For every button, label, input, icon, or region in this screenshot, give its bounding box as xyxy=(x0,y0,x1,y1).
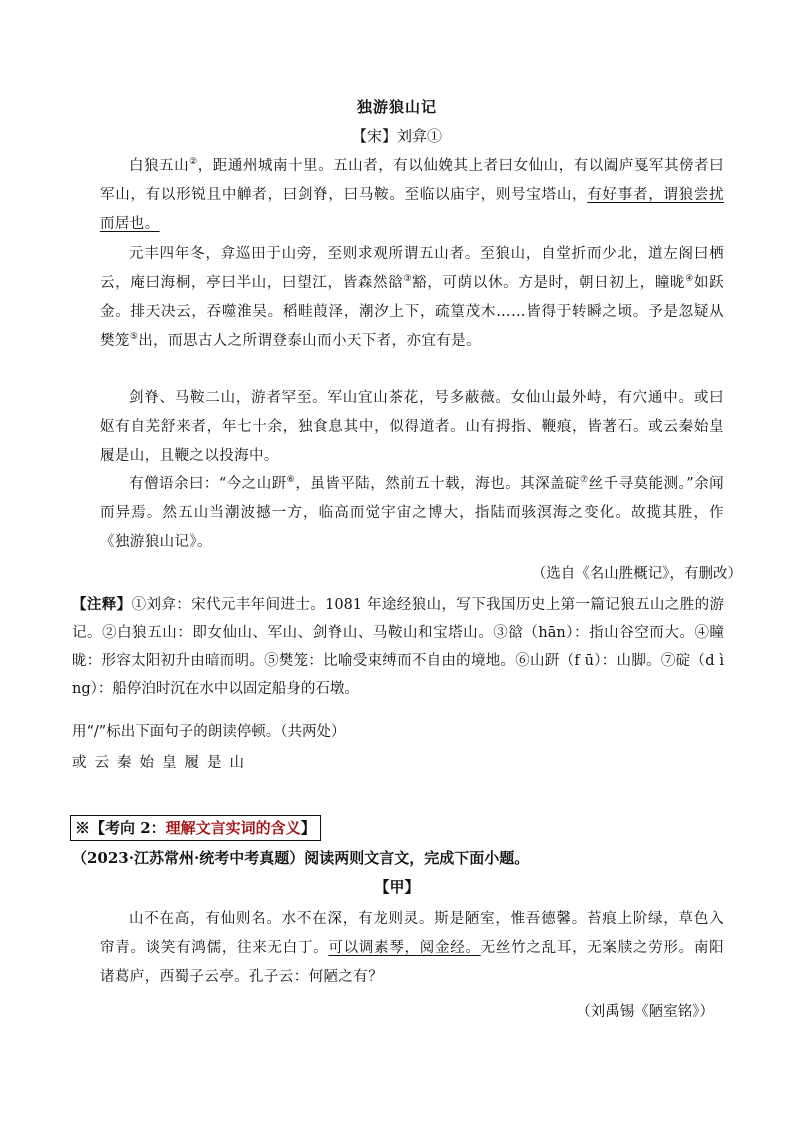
text-run: 如跃金。排天决云，吞噬淮吴。稻畦葭泽，潮汐上下，疏篁茂木……皆得于转瞬之顷。予是忽疑从樊笼 xyxy=(100,275,725,349)
note-marker: ④ xyxy=(685,274,694,284)
section-suffix: 】 xyxy=(300,819,316,837)
passage-label-jia: 【甲】 xyxy=(374,878,420,896)
text-run: 山不在高，有仙则名。水不在深，有龙则灵。斯是陋室，惟吾德馨。苔痕上阶绿，草色入帘青。谈笑有鸿儒，往来无白丁。 xyxy=(100,911,724,956)
note-marker: ② xyxy=(189,157,198,167)
essay-paragraph-1 xyxy=(100,152,724,239)
text-run: 出，而思古人之所谓登泰山而小天下者，亦宜有是。 xyxy=(138,333,481,349)
note-marker: ③ xyxy=(403,274,413,284)
underlined-sentence: 有好事者，谓狼尝扰而居也。 xyxy=(100,187,724,232)
annotations xyxy=(72,591,724,703)
essay-paragraph-3: 剑脊、马鞍二山，游者罕至。军山宜山茶花，号多蔽薇。女仙山最外峙，有穴通中。或曰妪有自芜舒来者，年七十余，独食息其中，似得道者。山有拇指、鞭痕，皆著石。或云秦始皇履是山，且鞭之以投海中。 xyxy=(100,390,724,464)
text-run: 有僧语余曰：“今之山趼 xyxy=(129,476,287,492)
text-run: 豁，可荫以休。方是时，朝日初上，瞳昽 xyxy=(412,275,686,291)
exam-question-header: （2023·江苏常州·统考中考真题）阅读两则文言文，完成下面小题。 xyxy=(72,849,530,867)
passage-jia-text xyxy=(100,905,724,992)
essay-author: 【宋】刘弇① xyxy=(351,127,442,145)
text-run: 丝千寻莫能测。”余闻而异焉。然五山当潮波撼一方，临高而觉宇宙之博大，指陆而骇溟海之变化。故揽其胜，作《独游狼山记》。 xyxy=(100,476,725,550)
note-marker: ⑥ xyxy=(286,475,296,485)
text-run: 元丰四年冬，弇巡田于山旁，至则求观所谓五山者。至狼山，自堂折而少北，道左阁曰栖云，庵曰海桐，亭曰半山，曰望江，皆森然谽 xyxy=(100,246,724,291)
essay-title: 独游狼山记 xyxy=(356,98,437,116)
text-run: ，距通州城南十里。五山者，有以仙娩其上者曰女仙山，有以阖庐戛军其傍者曰军山，有以形锐且中觯者，曰剑脊，曰马鞍。至临以庙宇，则号宝塔山， xyxy=(100,158,724,203)
note-marker: ⑦ xyxy=(580,475,589,485)
note-marker: ⑤ xyxy=(129,332,139,342)
essay-paragraph-4 xyxy=(100,470,724,557)
text-run: ，虽皆平陆，然前五十载，海也。其深盖碇 xyxy=(295,476,581,492)
text-run: 无丝竹之乱耳，无案牍之劳形。南阳诸葛庐，西蜀子云亭。孔子云：何陋之有？ xyxy=(100,940,725,985)
annotations-text: ①刘弇：宋代元丰年间进士。1081 年途经狼山，写下我国历史上第一篇记狼五山之胜的游记。②白狼五山：即女仙山、军山、剑脊山、马鞍山和宝塔山。③谽（hān）：指山谷空而大。④瞳昽：形容太阳初升由暗而明。⑤樊笼：比喻受束缚而不自由的境地。⑥山趼（f ū）：山脚。⑦碇（d ì ng）：船停泊时沉在水中以固定船身的石墩。 xyxy=(72,597,724,697)
question-instruction: 用“/”标出下面句子的朗读停顿。（共两处） xyxy=(72,724,346,740)
underlined-sentence: 可以调素琴，阅金经。 xyxy=(328,940,481,956)
section-heading-box xyxy=(70,815,321,841)
section-topic: 理解文言实词的含义 xyxy=(165,819,301,837)
annotations-label: 【注释】 xyxy=(72,596,132,613)
essay-paragraph-2 xyxy=(100,240,724,356)
essay-source: （选自《名山胜概记》，有删改） xyxy=(531,566,742,582)
section-prefix: ※【考向 2： xyxy=(75,819,166,837)
passage-jia-source: （刘禹锡《陋室铭》） xyxy=(576,1004,714,1020)
text-run: 白狼五山 xyxy=(129,158,190,174)
question-sentence: 或云秦始皇履是山 xyxy=(72,755,252,771)
